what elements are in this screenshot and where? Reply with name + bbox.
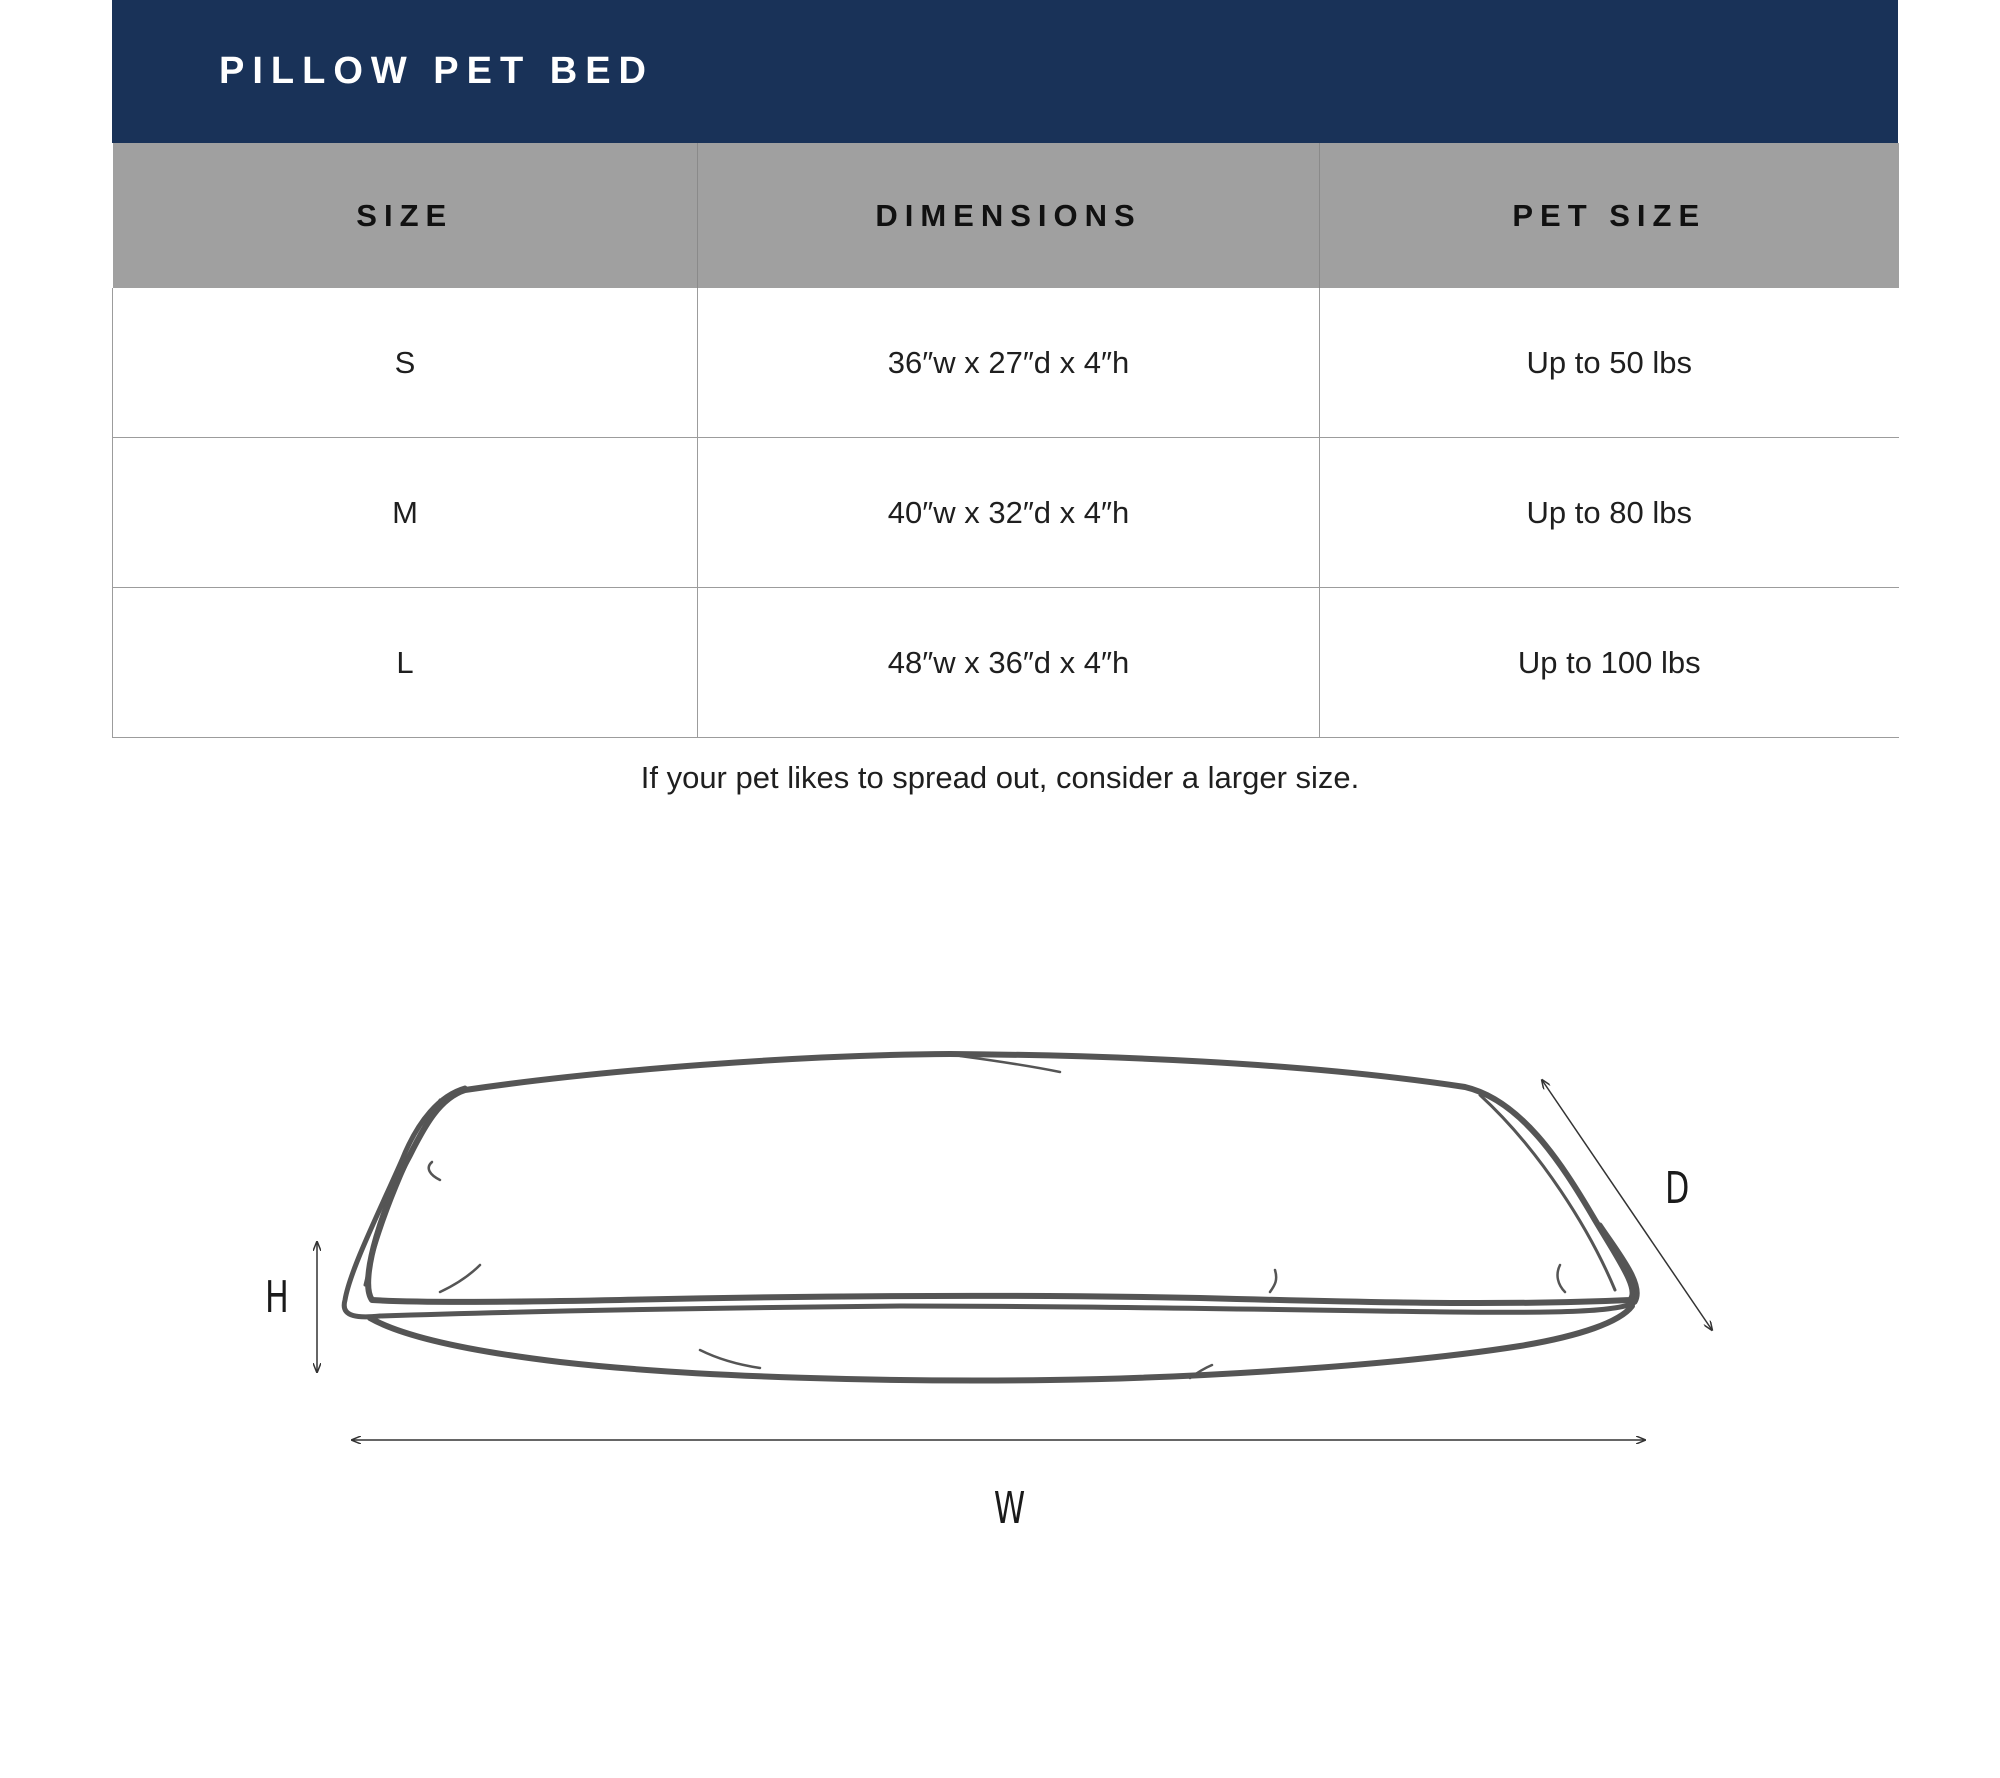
- dimensions-cell: 48″w x 36″d x 4″h: [698, 588, 1320, 738]
- pillow-bed-illustration: [344, 1054, 1637, 1380]
- size-cell: L: [113, 588, 698, 738]
- depth-label: D: [1665, 1163, 1690, 1214]
- pillow-seam: [365, 1095, 1615, 1290]
- pet-size-cell: Up to 100 lbs: [1320, 588, 1899, 738]
- pillow-wrinkle: [960, 1056, 1060, 1072]
- dimensions-cell: 40″w x 32″d x 4″h: [698, 438, 1320, 588]
- pillow-wrinkle: [1558, 1265, 1565, 1292]
- pillow-wrinkle: [440, 1265, 480, 1292]
- page-title: PILLOW PET BED: [219, 50, 654, 92]
- column-header-pet-size: PET SIZE: [1512, 197, 1707, 233]
- pet-size-cell: Up to 50 lbs: [1320, 288, 1899, 438]
- size-cell: S: [113, 288, 698, 438]
- column-header-size: SIZE: [113, 143, 698, 288]
- width-label: W: [993, 1483, 1026, 1534]
- pillow-top-outline: [368, 1054, 1632, 1303]
- pet-size-cell: Up to 80 lbs: [1320, 438, 1899, 588]
- pillow-wrinkle: [700, 1350, 760, 1368]
- pillow-wrinkle: [1270, 1270, 1276, 1292]
- size-cell: M: [113, 438, 698, 588]
- column-header-dimensions: DIMENSIONS: [698, 143, 1320, 288]
- height-label: H: [264, 1272, 289, 1323]
- size-note: If your pet likes to spread out, consider a larger size.: [640, 760, 1360, 795]
- dimensions-cell: 36″w x 27″d x 4″h: [698, 288, 1320, 438]
- pillow-outer-edge: [344, 1088, 1637, 1317]
- pillow-bottom: [370, 1306, 1632, 1380]
- pillow-wrinkle: [429, 1162, 440, 1180]
